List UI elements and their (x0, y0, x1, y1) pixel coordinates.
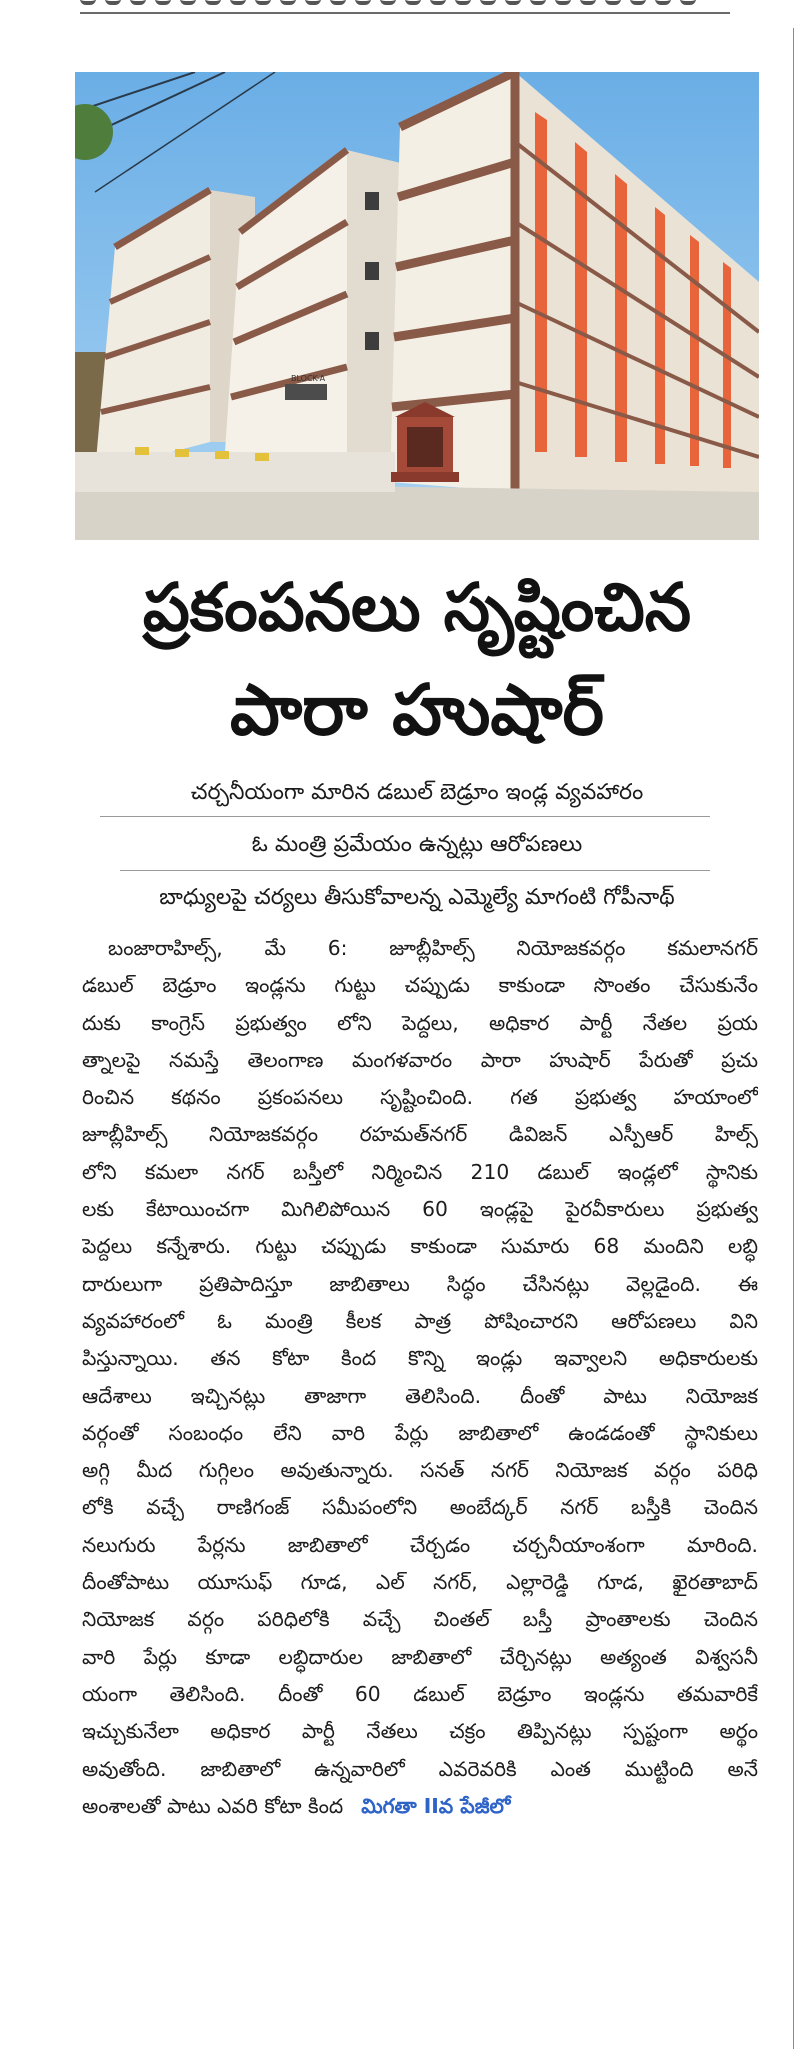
body-line: అవుతోంది. జాబితాలో ఉన్నవారిలో ఎవరెవరికి ఎంత ముట్టింది అనే (82, 1756, 758, 1781)
body-line: నలుగురు పేర్లను జాబితాలో చేర్చడం చర్చనీయాంశంగా మారింది. (82, 1532, 758, 1557)
body-line-final-text: అంశాలతో పాటు ఎవరి కోటా కింద (82, 1793, 344, 1818)
subheading-3: బాధ్యులపై చర్యలు తీసుకోవాలన్న ఎమ్మెల్యే మాగంటి గోపీనాథ్ (159, 885, 675, 910)
column-divider (793, 28, 794, 2049)
body-line: ఇచ్చుకునేలా అధికార పార్టీ నేతలు చక్రం తిప్పినట్లు స్పష్టంగా అర్థం (82, 1719, 758, 1744)
body-line: ఆదేశాలు ఇచ్చినట్లు తాజాగా తెలిసింది. దీంతో పాటు నియోజక (82, 1383, 758, 1408)
continued-on-page-link[interactable]: మిగతా IIవ పేజీలో (361, 1793, 511, 1818)
body-line: పిస్తున్నాయి. తన కోటా కింద కొన్ని ఇండ్లు ఇవ్వాలని అధికారులకు (82, 1346, 758, 1371)
body-line: త్నాలపై నమస్తే తెలంగాణ మంగళవారం పారా హుషార్ పేరుతో ప్రచు (82, 1047, 758, 1072)
body-line: లోని కమలా నగర్ బస్తీలో నిర్మించిన 210 డబుల్ ఇండ్లలో స్థానికు (82, 1159, 758, 1184)
body-line: దీంతోపాటు యూసుఫ్ గూడ, ఎల్ నగర్, ఎల్లారెడ్డి గూడ, ఖైరతాబాద్ (82, 1570, 758, 1595)
previous-article-strip (0, 0, 800, 36)
subheading-1: చర్చనీయంగా మారిన డబుల్ బెడ్రూం ఇండ్ల వ్యవహారం (190, 780, 644, 805)
body-line: వ్యవహారంలో ఓ మంత్రి కీలక పాత్ర పోషించారని ఆరోపణలు విని (82, 1308, 758, 1333)
body-line: నియోజక వర్గం పరిధిలోకి వచ్చే చింతల్ బస్తీ ప్రాంతాలకు చెందిన (82, 1607, 758, 1632)
block-sign: BLOCK-A (291, 374, 326, 383)
body-line: లకు కేటాయించగా మిగిలిపోయిన 60 ఇండ్లపై పైరవీకారులు ప్రభుత్వ (82, 1197, 758, 1222)
body-line: రించిన కథనం ప్రకంపనలు సృష్టించింది. గత ప్రభుత్వ హయాంలో (82, 1085, 758, 1110)
headline-line-2: పారా హుషార్ (229, 669, 605, 751)
body-line: యంగా తెలిసింది. దీంతో 60 డబుల్ బెడ్రూం ఇండ్లను తమవారికే (82, 1681, 758, 1706)
body-line: జూబ్లీహిల్స్ నియోజకవర్గం రహమత్‌నగర్ డివిజన్ ఎస్పీఆర్ హిల్స్ (82, 1122, 758, 1147)
body-line: వారి పేర్లు కూడా లబ్ధిదారుల జాబితాలో చేర్చినట్లు అత్యంత విశ్వసనీ (82, 1644, 758, 1669)
body-line: డబుల్ బెడ్రూం ఇండ్లను గుట్టు చప్పుడు కాకుండా సొంతం చేసుకునేం (82, 973, 758, 998)
body-line: దారులుగా ప్రతిపాదిస్తూ జాబితాలు సిద్ధం చేసినట్లు వెల్లడైంది. ఈ (82, 1271, 758, 1296)
body-line: బంజారాహిల్స్, మే 6: జూబ్లీహిల్స్ నియోజకవర్గం కమలానగర్ (108, 936, 758, 960)
subheading-2: ఓ మంత్రి ప్రమేయం ఉన్నట్లు ఆరోపణలు (251, 832, 583, 857)
subheading-divider-2 (120, 870, 710, 871)
subheading-divider-1 (100, 816, 710, 817)
body-line: లోకి వచ్చే రాణిగంజ్ సమీపంలోని అంబేద్కర్ నగర్ బస్తీకి చెందిన (82, 1495, 758, 1520)
body-line: వర్గంతో సంబంధం లేని వారి పేర్లు జాబితాలో ఉండడంతో స్థానికులు (82, 1420, 758, 1445)
previous-article-cut-text (80, 0, 730, 14)
article-body (82, 930, 758, 1825)
apartment-buildings-photo (75, 72, 759, 540)
body-line-final (82, 1788, 758, 1825)
body-line: పెద్దలు కన్నేశారు. గుట్టు చప్పుడు కాకుండా సుమారు 68 మందిని లబ్ధి (82, 1234, 758, 1259)
body-line: అగ్గి మీద గుగ్గిలం అవుతున్నారు. సనత్ నగర్ నియోజక వర్గం పరిధి (82, 1458, 758, 1483)
headline-line-1: ప్రకంపనలు సృష్టించిన (142, 569, 692, 646)
body-line: దుకు కాంగ్రెస్ ప్రభుత్వం లోని పెద్దలు, అధికార పార్టీ నేతల ప్రయ (82, 1010, 758, 1035)
